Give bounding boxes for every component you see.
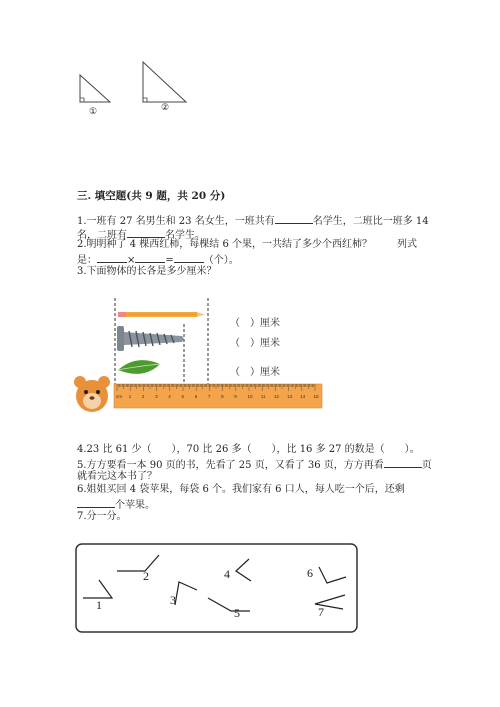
question-1-line-1: 1.一班有 27 名男生和 23 名女生，一班共有 名学生，二班比一班多 14	[77, 213, 429, 229]
answer-blank-2c[interactable]	[174, 252, 204, 263]
ruler-number: 14	[300, 394, 306, 399]
leaf-answer: （ ）厘米	[230, 367, 280, 378]
cartoon-bear	[74, 376, 110, 412]
pencil	[118, 312, 205, 317]
triangle-2	[143, 62, 186, 102]
question-5-line-2: 就看完这本书了？	[77, 471, 157, 482]
ruler-number: 3	[155, 394, 158, 399]
ruler-number: 1	[128, 394, 132, 399]
right-angle-mark-2	[143, 98, 147, 102]
answer-blank-2b[interactable]	[135, 252, 165, 263]
question-1-line-2: 名，二班有 名学生。	[77, 227, 205, 243]
angle-label-2: 2	[143, 569, 149, 583]
angle-label-5: 5	[234, 606, 240, 620]
question-7: 7.分一分。	[77, 511, 127, 522]
ruler-number: 7	[207, 394, 211, 399]
answer-blank-6[interactable]	[77, 497, 115, 508]
angle-label-1: 1	[96, 598, 102, 612]
answer-blank-1a[interactable]	[275, 213, 313, 224]
ruler-number: 4	[168, 394, 171, 399]
ruler-number: 9	[234, 394, 237, 399]
question-4: 4.23 比 61 少（ ），70 比 26 多（ ），比 16 多 27 的数是（ ）。	[77, 444, 420, 455]
question-3: 3.下面物体的长各是多少厘米？	[77, 266, 217, 277]
triangle-label-1: ①	[89, 107, 98, 117]
angles-box-border	[76, 544, 357, 632]
ruler-number: 5	[181, 394, 185, 399]
ruler-number: 8	[221, 394, 224, 399]
question-6-line-1: 6.姐姐买回 4 袋苹果，每袋 6 个。我们家有 6 口人，每人吃一个后，还剩	[77, 484, 405, 495]
ruler-number: 10	[247, 394, 253, 399]
triangle-1	[80, 75, 110, 102]
section-title: 三. 填空题(共 9 题，共 20 分)	[77, 190, 226, 202]
question-6-line-2: 个苹果。	[77, 497, 155, 513]
pencil-answer: （ ）厘米	[230, 318, 280, 329]
screw-answer: （ ）厘米	[230, 338, 280, 349]
ruler-number: 13	[287, 394, 293, 399]
angle-label-7: 7	[318, 605, 324, 619]
ruler-number: 6	[194, 394, 198, 399]
question-2-line-1: 2.明明种了 4 棵西红柿，每棵结 6 个果，一共结了多少个西红柿？ 列式	[77, 239, 417, 250]
angle-label-3: 3	[170, 593, 176, 607]
answer-blank-1b[interactable]	[127, 227, 165, 238]
answer-blank-5[interactable]	[384, 457, 422, 468]
screw	[117, 326, 184, 351]
triangle-label-2: ②	[161, 103, 170, 113]
question-5-line-1: 5.方方要看一本 90 页的书，先看了 25 页，又看了 36 页，方方再看 页	[77, 457, 432, 473]
answer-blank-2a[interactable]	[97, 252, 127, 263]
right-angle-mark-1	[80, 98, 84, 102]
ruler-number: 15	[313, 394, 319, 399]
ruler-number: 11	[260, 394, 266, 399]
angle-label-6: 6	[307, 566, 313, 580]
question-2-line-2: 是： × = （个）。	[77, 252, 239, 268]
ruler-figure	[74, 296, 324, 420]
ruler-number: 2	[141, 394, 145, 399]
angles-box	[75, 543, 360, 635]
ruler-number: 12	[273, 394, 279, 399]
angle-label-4: 4	[224, 567, 230, 581]
leaf	[118, 360, 160, 374]
ruler-unit: cm	[116, 394, 122, 399]
